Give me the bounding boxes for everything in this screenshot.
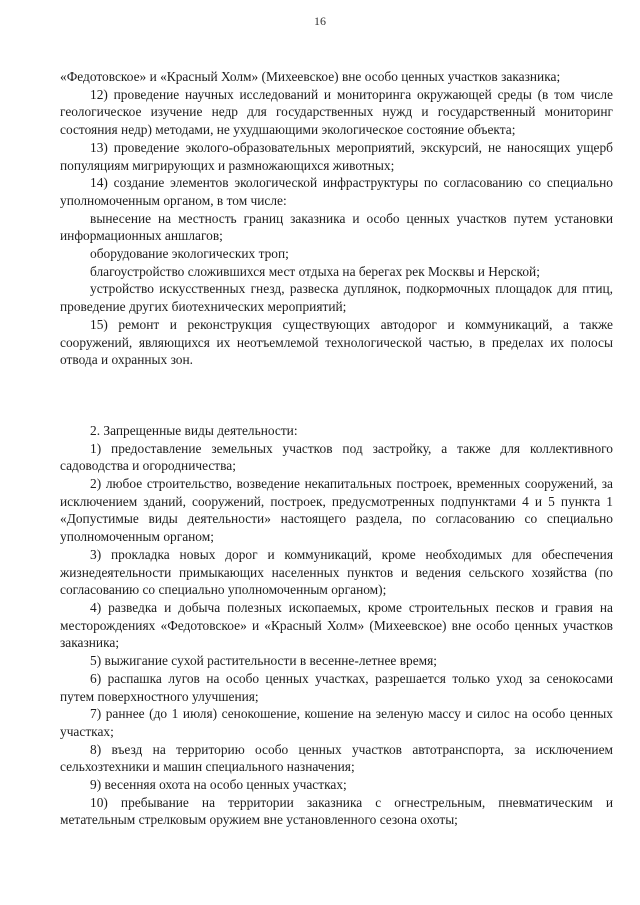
list-item: 9) весенняя охота на особо ценных участках; (90, 777, 347, 793)
paragraph: 13) проведение эколого-образовательных мероприятий, экскурсий, не наносящих ущерб популяциям мигрирующих и размножающихся животных; (60, 139, 613, 173)
section-gap (60, 369, 613, 422)
paragraph: устройство искусственных гнезд, развеска дуплянок, подкормочных площадок для птиц, проведение других биотехнических мероприятий; (60, 281, 613, 315)
list-item: 1) предоставление земельных участков под застройку, а также для коллективного садоводства и огородничества; (60, 440, 613, 474)
list-item: 2) любое строительство, возведение некапитальных построек, временных сооружений, за исключением зданий, сооружений, построек, предусмотренных подпунктами 4 и 5 пункта 1 «Допустимые виды деятельности» настоящего раздела, по согласованию со специально уполномоченным органом; (60, 476, 613, 545)
paragraph: «Федотовское» и «Красный Холм» (Михеевское) вне особо ценных участков заказника; (60, 69, 561, 84)
list-item: 5) выжигание сухой растительности в весенне-летнее время; (90, 653, 438, 669)
list-item: 8) въезд на территорию особо ценных участков автотранспорта, за исключением сельхозтехники и машин специального назначения; (60, 741, 613, 775)
paragraph: благоустройство сложившихся мест отдыха на берегах рек Москвы и Нерской; (90, 263, 540, 279)
list-item: 7) раннее (до 1 июля) сенокошение, кошение на зеленую массу и силос на особо ценных участках; (60, 706, 613, 739)
paragraph: 14) создание элементов экологической инфраструктуры по согласованию со специально уполномоченным органом, в том числе: (60, 175, 613, 208)
document-body (60, 68, 613, 829)
paragraph: вынесение на местность границ заказника и особо ценных участков путем установки информационных аншлагов; (60, 210, 613, 244)
list-item: 6) распашка лугов на особо ценных участках, разрешается только уход за сенокосами путем поверхностного улучшения; (60, 670, 613, 704)
paragraph: оборудование экологических троп; (90, 246, 289, 262)
list-item: 3) прокладка новых дорог и коммуникаций, кроме необходимых для обеспечения жизнедеятельности примыкающих населенных пунктов и ведения сельского хозяйства (по согласованию со специально уполномоченным органом); (60, 546, 613, 598)
list-item: 10) пребывание на территории заказника с огнестрельным, пневматическим и метательным стрелковым оружием вне установленного сезона охоты; (60, 794, 613, 828)
paragraph: 12) проведение научных исследований и мониторинга окружающей среды (в том числе геологическое изучение недр для государственных нужд и государственный мониторинг состояния недр) методами, не ухудшающими экологическое состояние объекта; (60, 86, 613, 138)
list-item: 4) разведка и добыча полезных ископаемых, кроме строительных песков и гравия на месторождениях «Федотовское» и «Красный Холм» (Михеевское) вне особо ценных участков заказника; (60, 599, 613, 651)
paragraph: 15) ремонт и реконструкция существующих автодорог и коммуникаций, а также сооружений, являющихся их неотъемлемой технологической частью, в пределах их полосы отвода и охранных зон. (60, 316, 613, 368)
section-heading: 2. Запрещенные виды деятельности: (90, 422, 298, 438)
page-number: 16 (314, 14, 326, 28)
